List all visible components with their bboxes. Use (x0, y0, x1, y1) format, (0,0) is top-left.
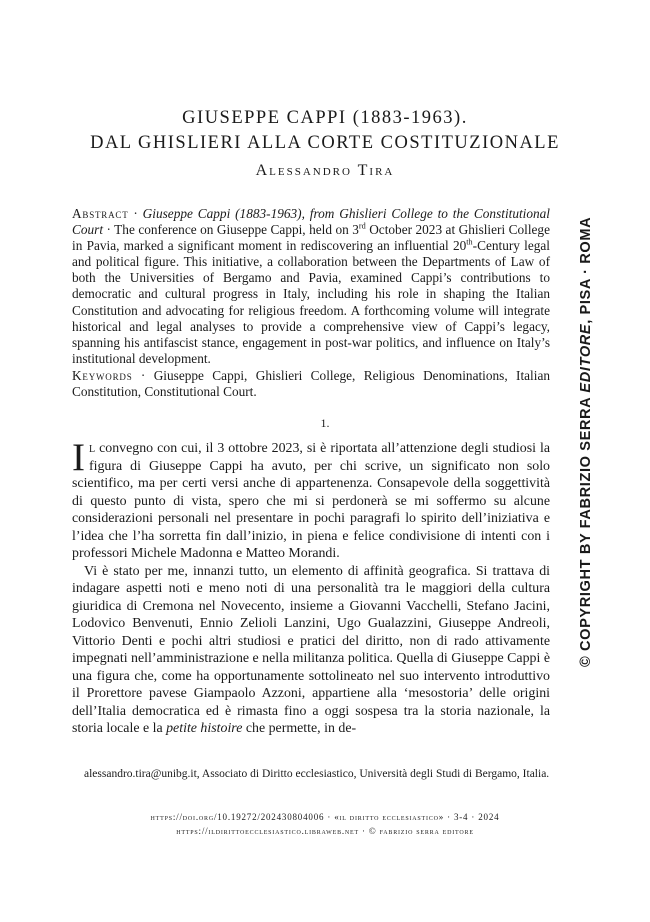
footer-doi-line: https://doi.org/10.19272/202430804006 · «il diritto ecclesiastico» · 3-4 · 2024 (150, 812, 500, 822)
copyright-italic: EDITORE (578, 323, 594, 393)
footer-url-line: https://ildirittoecclesiastico.libraweb.net · © fabrizio serra editore (176, 826, 474, 836)
title-line-1: GIUSEPPE CAPPI (1883-1963). (182, 108, 468, 128)
abstract-title-en: Giuseppe Cappi (1883-1963), from Ghislieri College to the Constitutional Court (72, 206, 551, 238)
abstract-text-2: October 2023 at Ghislieri College in Pavia, marked a significant moment in rediscovering an influential 20 (72, 222, 550, 254)
drop-cap: I (72, 436, 85, 479)
footnote-text: alessandro.tira@unibg.it, Associato di Diritto ecclesiastico, Università degli Studi di Bergamo, Italia. (84, 768, 550, 780)
keywords-text: Giuseppe Cappi, Ghislieri College, Religious Denominations, Italian Constitution, Constitutional Court. (72, 368, 550, 400)
copyright-notice (578, 217, 594, 667)
body-text (72, 436, 550, 738)
abstract-separator: · (128, 206, 143, 221)
keywords (72, 368, 550, 400)
paragraph-1 (72, 436, 550, 563)
paragraph-2 (72, 563, 550, 738)
abstract-label: Abstract (72, 206, 129, 221)
section-number: 1. (320, 416, 330, 430)
author-name: Alessandro Tira (255, 162, 395, 179)
abstract-separator-2: · (103, 222, 115, 238)
abstract-text-3: -Century legal and political figure. This initiative, a collaboration between the Departments of Law of both the Universities of Bergamo and Pavia, examined Cappi’s contributions to democratic and cultural progress in Italy, including his role in shaping the Italian Constitution and advocating for religious freedom. A forthcoming volume will integrate historical and legal analyses to provide a comprehensive view of Cappi’s legacy, spanning his antifascist stance, engagement in post-war politics, and influence on Italy’s institutional development. (72, 238, 550, 366)
title-line-2: DAL GHISLIERI ALLA CORTE COSTITUZIONALE (90, 133, 560, 153)
keywords-label: Keywords (72, 368, 133, 383)
abstract-sup-1: rd (358, 221, 366, 231)
abstract (72, 206, 550, 367)
abstract-text-1: The conference on Giuseppe Cappi, held on 3 (114, 222, 359, 238)
copyright-text-2: , PISA · ROMA (578, 216, 594, 324)
paragraph-2-italic: petite histoire (166, 721, 243, 736)
paragraph-2-end: che permette, in de- (242, 721, 357, 736)
paragraph-2-text: Vi è stato per me, innanzi tutto, un elemento di affinità geografica. Si trattava di indagare aspetti noti e meno noti di una personalità tra le maggiori della cultura giuridica di Cremona nel Novecento, insieme a Giovanni Vacchelli, Stefano Jacini, Lodovico Benvenuti, Ennio Zelioli Lanzini, Ugo Gualazzini, Giuseppe Andreoli, Vittorio Denti e pochi altri studiosi e pratici del diritto, non di rado attivamente impegnati nell’amministrazione e nella militanza politica. Quella di Giuseppe Cappi è una figura che, come ha opportunamente sottolineato nel suo intervento introduttivo il Prorettore pavese Giampaolo Azzoni, appartiene alla ‘mesostoria’ delle origini dell’Italia democratica ed è rimasta fino a oggi sospesa tra la storia nazionale, la storia locale e la (72, 563, 550, 736)
copyright-text-1: © COPYRIGHT BY FABRIZIO SERRA (578, 392, 594, 667)
keywords-separator: · (132, 368, 154, 383)
author-footnote (72, 767, 550, 782)
abstract-sup-2: th (466, 237, 473, 247)
lead-in: l (89, 441, 96, 456)
paragraph-1-text: convegno con cui, il 3 ottobre 2023, si è riportata all’attenzione degli studiosi la figura di Giuseppe Cappi ha avuto, per chi scrive, un significato non solo scientifico, ma per certi versi anche di appartenenza. Consapevole della soggettività di questo punto di vista, spero che mi si perdonerà se mi soffermo su alcune considerazioni personali nel presentare in pochi paragrafi lo spirito dell’iniziativa e l’idea che l’ha sorretta fin dall’inizio, in piena e felice condivisione di intenti con i professori Michele Madonna e Matteo Morandi. (72, 441, 550, 561)
article-title (60, 106, 590, 156)
